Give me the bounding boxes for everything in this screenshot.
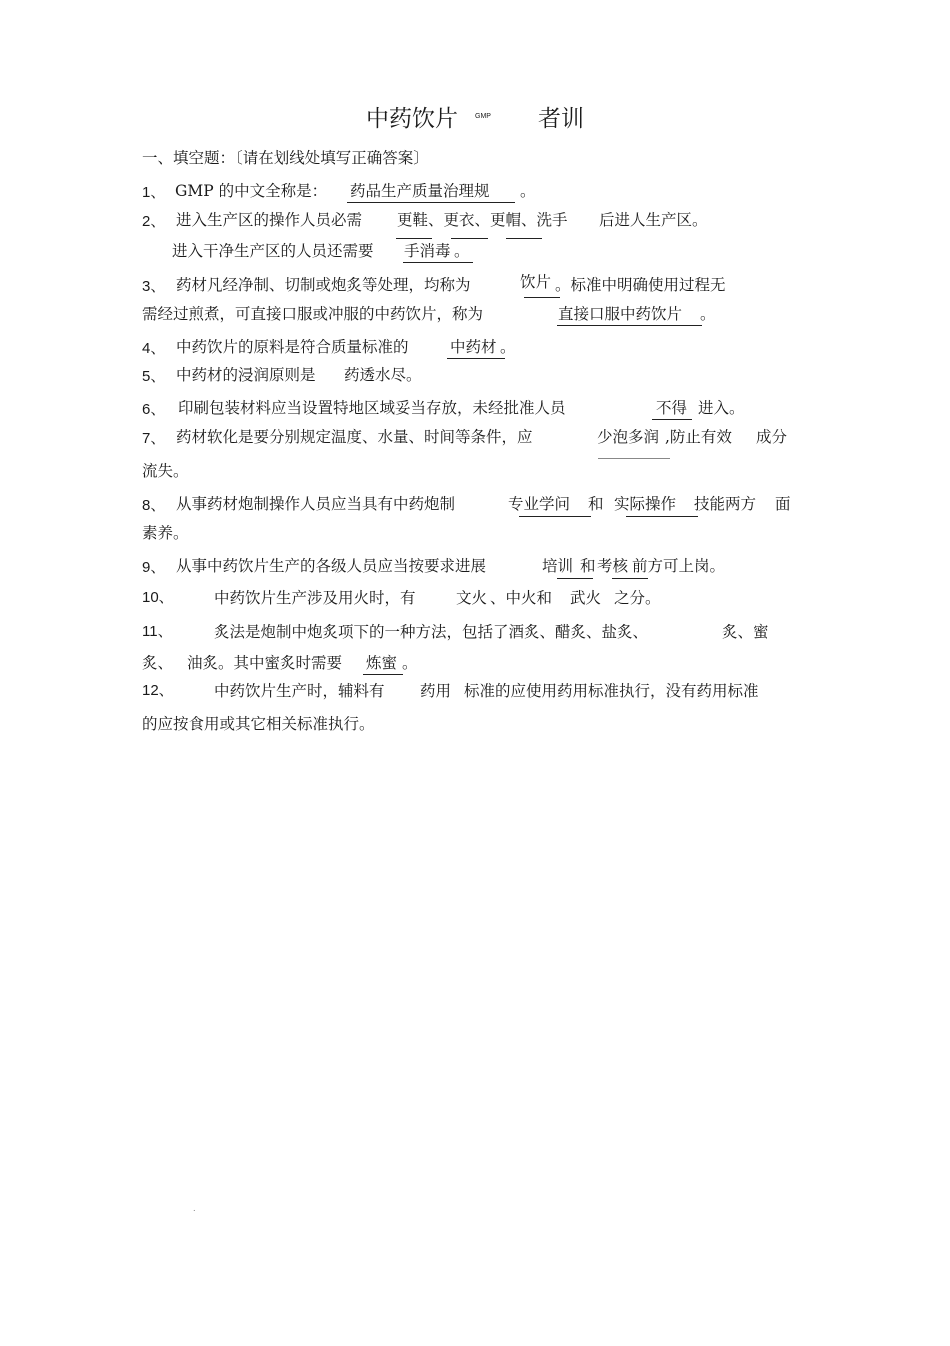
- question-text: 成分: [756, 428, 788, 446]
- question-number: 1、: [142, 184, 166, 201]
- answer-text: 饮片: [520, 273, 552, 291]
- question-text: 从事中药饮片生产的各级人员应当按要求进展: [176, 557, 487, 575]
- footer-dot: .: [193, 1204, 196, 1213]
- question-text: 油炙。其中蜜炙时需要: [187, 654, 343, 672]
- answer-text: 炼蜜: [366, 654, 398, 672]
- question-number: 12、: [142, 682, 174, 699]
- question-text: 。: [402, 654, 418, 672]
- answer-underline: [557, 578, 593, 579]
- question-text: 进入干净生产区的人员还需要: [172, 242, 374, 260]
- question-text: 进入。: [698, 399, 745, 417]
- question-text: 技能两方: [694, 495, 757, 513]
- section-heading: 一、填空题：〔请在划线处填写正确答案〕: [142, 149, 429, 167]
- question-number: 4、: [142, 340, 166, 357]
- answer-text: 炙、蜜: [722, 623, 769, 641]
- question-number: 10、: [142, 589, 174, 606]
- question-text: 进入生产区的操作人员必需: [176, 211, 363, 229]
- question-text: 流失。: [142, 462, 189, 480]
- answer-text: 文火: [456, 589, 488, 607]
- question-text: 。: [454, 242, 470, 260]
- question-text: 。: [520, 182, 536, 200]
- question-text: 药材凡经净制、切制或炮炙等处理，均称为: [176, 276, 471, 294]
- answer-underline: [403, 262, 473, 263]
- question-text: 面: [775, 495, 791, 513]
- answer-text: 武火: [570, 589, 602, 607]
- question-text: 中药饮片生产涉及用火时，有: [214, 589, 416, 607]
- question-text: 中药饮片生产时，辅料有: [214, 682, 385, 700]
- answer-underline: [557, 325, 702, 326]
- answer-text: 专业学问: [508, 495, 571, 513]
- answer-text: 药透水尽: [344, 366, 407, 384]
- answer-text: 药用: [420, 682, 452, 700]
- answer-underline: [347, 202, 515, 203]
- answer-underline: [598, 458, 670, 459]
- question-text: 中药饮片的原料是符合质量标准的: [176, 338, 409, 356]
- doc-title-main: 中药饮片: [366, 106, 458, 132]
- question-text: 后进人生产区。: [599, 211, 708, 229]
- question-text: 标准的应使用药用标准执行，没有药用标准: [464, 682, 759, 700]
- answer-text: 少泡多润: [597, 428, 660, 446]
- question-text: 。: [700, 305, 716, 323]
- question-text: 从事药材炮制操作人员应当具有中药炮制: [176, 495, 456, 513]
- question-number: 8、: [142, 497, 166, 514]
- question-text: 需经过煎煮，可直接口服或冲服的中药饮片，称为: [142, 305, 484, 323]
- question-text: 素养。: [142, 524, 189, 542]
- answer-underline: [652, 419, 692, 420]
- answer-text: 直接口服中药饮片: [558, 305, 683, 323]
- answer-text: 不得: [656, 399, 688, 417]
- answer-text: 更鞋、更衣、更帽、洗手: [397, 211, 568, 229]
- question-text: 前方可上岗。: [632, 557, 726, 575]
- question-number: 6、: [142, 401, 166, 418]
- answer-underline: [447, 358, 505, 359]
- answer-underline: [396, 238, 432, 239]
- answer-underline: [524, 297, 560, 298]
- question-number: 5、: [142, 368, 166, 385]
- question-text: 和: [580, 557, 596, 575]
- question-text: 。标准中明确使用过程无: [555, 276, 726, 294]
- answer-text: 实际操作: [614, 495, 677, 513]
- question-text: 和: [588, 495, 604, 513]
- question-text: 炙法是炮制中炮炙项下的一种方法，包括了酒炙、醋炙、盐炙、: [214, 623, 649, 641]
- answer-underline: [506, 238, 542, 239]
- question-number: 7、: [142, 430, 166, 447]
- question-text: 炙、: [142, 654, 174, 672]
- answer-underline: [612, 578, 648, 579]
- answer-underline: [626, 516, 698, 517]
- question-text: 药材软化是要分别规定温度、水量、时间等条件，应: [176, 428, 533, 446]
- answer-text: 中药材: [450, 338, 497, 356]
- answer-text: 培训: [542, 557, 574, 575]
- question-number: 2、: [142, 213, 166, 230]
- question-text: 。: [500, 338, 516, 356]
- question-text: 中药材的浸润原则是: [176, 366, 316, 384]
- question-text: 。: [406, 366, 422, 384]
- answer-underline: [363, 674, 403, 675]
- question-text: GMP 的中文全称是：: [175, 182, 328, 200]
- question-number: 9、: [142, 559, 166, 576]
- doc-title-tail: 者训: [538, 106, 584, 132]
- question-text: 印刷包装材料应当设置特地区域妥当存放，未经批准人员: [178, 399, 566, 417]
- question-text: 的应按食用或其它相关标准执行。: [142, 715, 375, 733]
- answer-underline: [519, 516, 591, 517]
- question-text: ,防止有效: [665, 428, 732, 446]
- answer-underline: [451, 238, 488, 239]
- answer-text: 考核: [597, 557, 629, 575]
- answer-text: 药品生产质量治理规: [350, 182, 490, 200]
- question-text: 、中火和: [490, 589, 553, 607]
- question-text: 之分。: [614, 589, 661, 607]
- question-number: 3、: [142, 278, 166, 295]
- question-number: 11、: [142, 623, 173, 640]
- answer-text: 手消毒: [404, 242, 451, 260]
- doc-title-gmp: GMP: [475, 113, 491, 120]
